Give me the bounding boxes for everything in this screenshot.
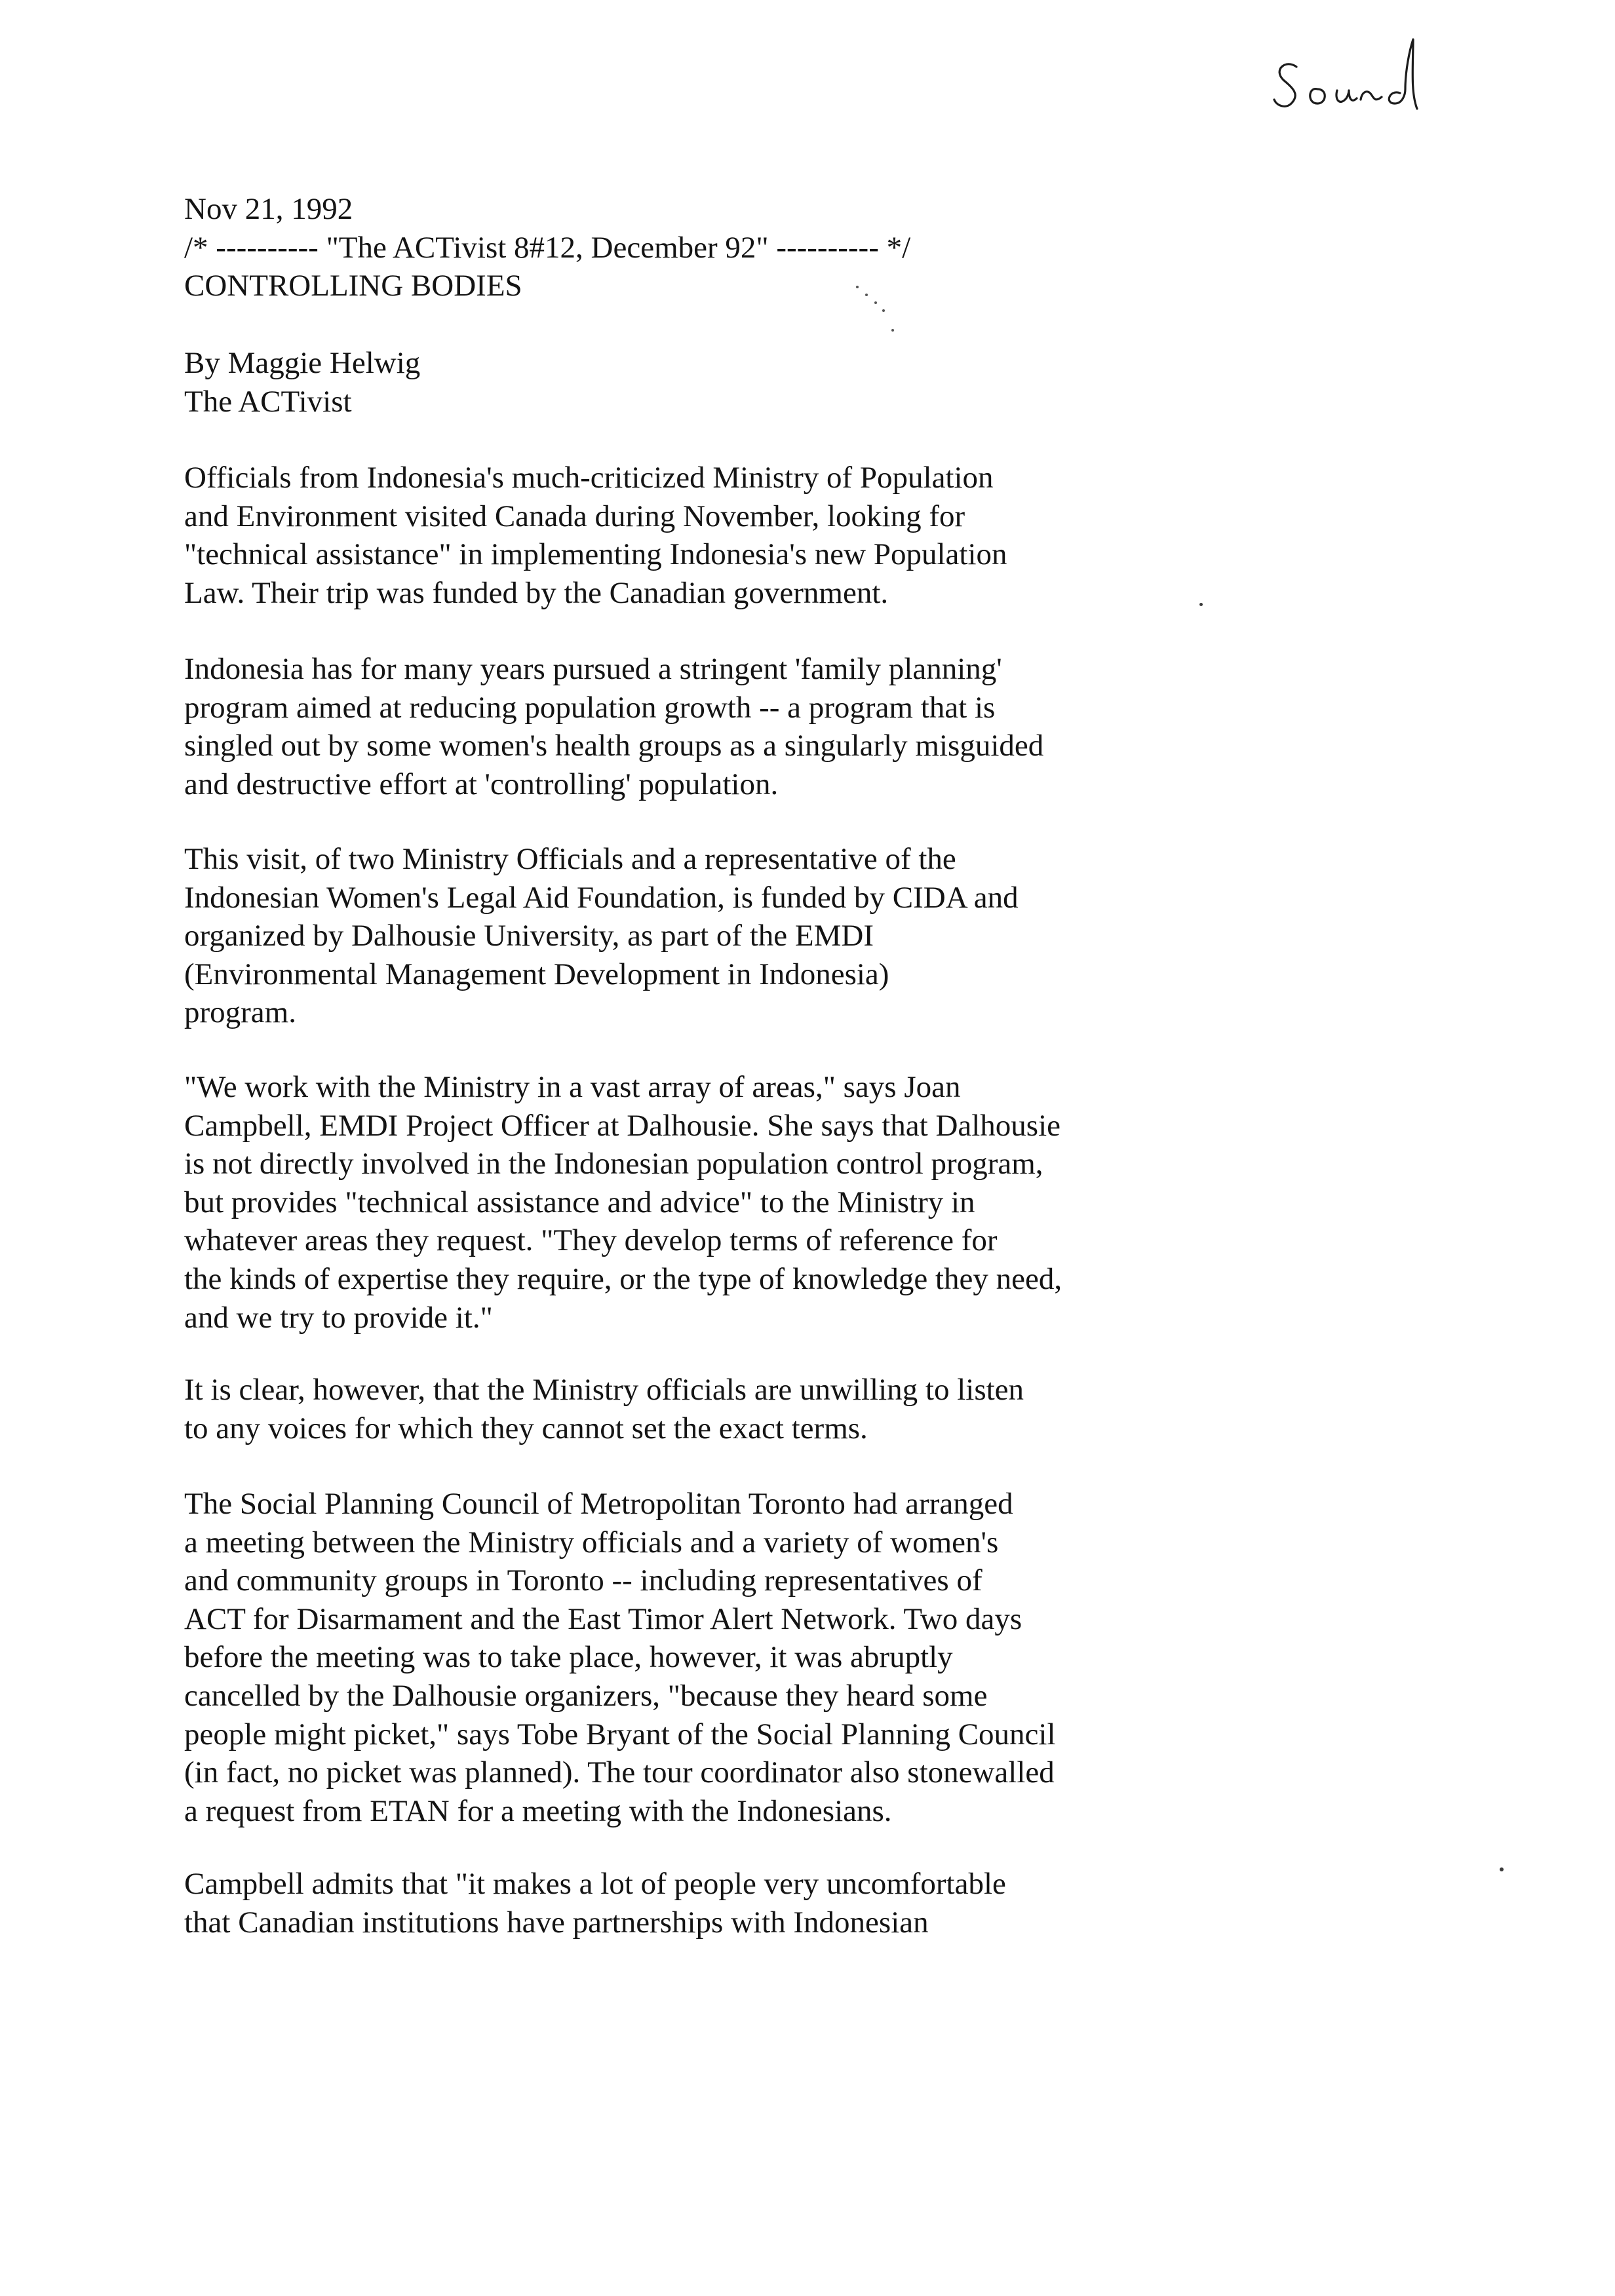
handwritten-annotation (1272, 26, 1442, 124)
paragraph-line: (in fact, no picket was planned). The tour coordinator also stonewalled (184, 1755, 1055, 1790)
paragraph-line: Indonesia has for many years pursued a stringent 'family planning' (184, 652, 1002, 686)
paragraph-line: and destructive effort at 'controlling' population. (184, 767, 779, 801)
paragraph-1 (184, 459, 1207, 612)
paragraph-7 (184, 1865, 1207, 1942)
paragraph-line: whatever areas they request. "They develop terms of reference for (184, 1223, 998, 1258)
paragraph-line: is not directly involved in the Indonesian population control program, (184, 1147, 1043, 1181)
paragraph-line: a request from ETAN for a meeting with the Indonesians. (184, 1793, 892, 1828)
paragraph-line: Officials from Indonesia's much-criticized Ministry of Population (184, 461, 994, 495)
paragraph-line: and Environment visited Canada during November, looking for (184, 499, 965, 533)
paragraph-line: the kinds of expertise they require, or the type of knowledge they need, (184, 1261, 1062, 1296)
document-header (184, 190, 1207, 305)
paragraph-line: ACT for Disarmament and the East Timor Alert Network. Two days (184, 1601, 1022, 1636)
scan-speck (1500, 1867, 1504, 1871)
paragraph-line: Campbell, EMDI Project Officer at Dalhousie. She says that Dalhousie (184, 1108, 1061, 1143)
paragraph-line: This visit, of two Ministry Officials and a representative of the (184, 842, 956, 876)
byline-author: By Maggie Helwig (184, 346, 421, 380)
paragraph-line: "technical assistance" in implementing Indonesia's new Population (184, 537, 1007, 572)
paragraph-line: (Environmental Management Development in Indonesia) (184, 957, 889, 991)
article-title: CONTROLLING BODIES (184, 269, 522, 303)
header-source-line: /* ---------- "The ACTivist 8#12, December 92" ---------- */ (184, 230, 911, 265)
header-date: Nov 21, 1992 (184, 192, 353, 226)
paragraph-5 (184, 1371, 1207, 1447)
paragraph-line: and we try to provide it." (184, 1300, 493, 1335)
paragraph-line: people might picket," says Tobe Bryant of the Social Planning Council (184, 1717, 1056, 1751)
paragraph-line: a meeting between the Ministry officials and a variety of women's (184, 1525, 999, 1559)
paragraph-6 (184, 1485, 1207, 1830)
paragraph-line: Indonesian Women's Legal Aid Foundation, is funded by CIDA and (184, 880, 1019, 915)
paragraph-line: "We work with the Ministry in a vast array of areas," says Joan (184, 1070, 961, 1104)
paragraph-line: to any voices for which they cannot set the exact terms. (184, 1411, 868, 1445)
paragraph-2 (184, 650, 1207, 803)
paragraph-line: Law. Their trip was funded by the Canadian government. (184, 575, 889, 610)
paragraph-line: The Social Planning Council of Metropolitan Toronto had arranged (184, 1487, 1013, 1521)
paragraph-line: but provides "technical assistance and advice" to the Ministry in (184, 1185, 975, 1219)
paragraph-line: singled out by some women's health groups as a singularly misguided (184, 729, 1044, 763)
byline-publication: The ACTivist (184, 384, 352, 419)
paragraph-3 (184, 840, 1207, 1032)
paragraph-line: and community groups in Toronto -- including representatives of (184, 1563, 983, 1598)
paragraph-line: Campbell admits that "it makes a lot of people very uncomfortable (184, 1867, 1006, 1901)
scan-artifact-dots (852, 282, 905, 347)
scan-speck (1199, 603, 1203, 606)
paragraph-line: that Canadian institutions have partnerships with Indonesian (184, 1905, 929, 1940)
paragraph-line: program aimed at reducing population growth -- a program that is (184, 690, 996, 725)
byline (184, 344, 1207, 421)
paragraph-line: program. (184, 995, 296, 1030)
paragraph-line: before the meeting was to take place, however, it was abruptly (184, 1640, 953, 1675)
paragraph-line: It is clear, however, that the Ministry officials are unwilling to listen (184, 1373, 1024, 1407)
paragraph-line: organized by Dalhousie University, as part of the EMDI (184, 919, 874, 953)
paragraph-line: cancelled by the Dalhousie organizers, "because they heard some (184, 1678, 988, 1713)
paragraph-4 (184, 1068, 1207, 1337)
